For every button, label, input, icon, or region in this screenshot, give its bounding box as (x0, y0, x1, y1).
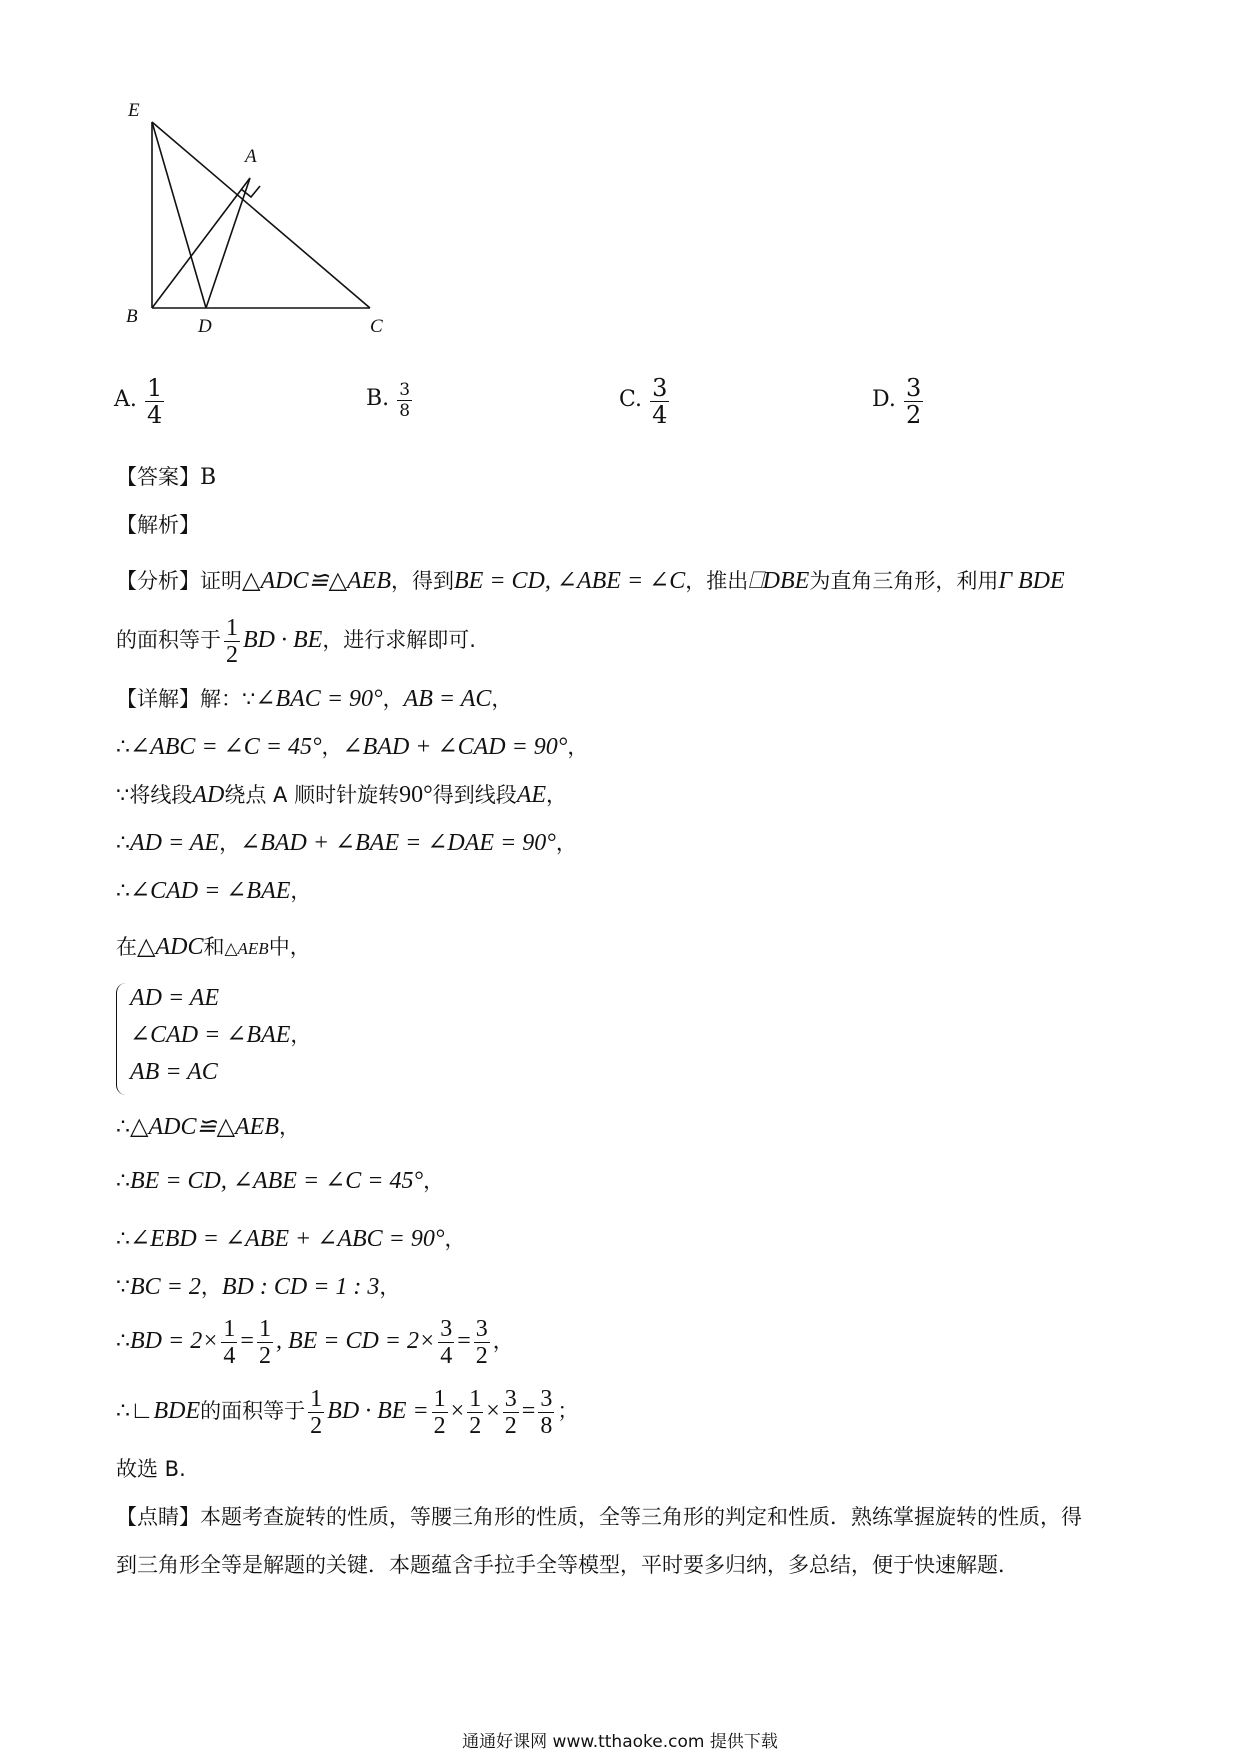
text: 证明 (200, 569, 242, 593)
text: ， (382, 687, 404, 711)
math: , BE = CD = 2× (275, 1328, 436, 1354)
dianjing-tag: 【点睛】 (116, 1505, 200, 1529)
math: BD · BE = (327, 1398, 429, 1424)
math: Γ BDE (998, 568, 1065, 594)
frac-den: 2 (433, 1412, 446, 1439)
math: ∠BAD + ∠CAD = 90° (342, 734, 568, 760)
frac-den: 2 (310, 1412, 323, 1439)
option-numerator: 3 (905, 374, 922, 402)
option-letter: A. (114, 387, 137, 412)
text: 在 (116, 935, 137, 959)
system-row-1 (130, 983, 219, 1014)
system-row-3 (130, 1057, 218, 1088)
math: ⎕DBE (748, 568, 810, 594)
math: = (240, 1328, 254, 1354)
solution-line-1 (116, 684, 512, 715)
label-B: B (126, 306, 138, 327)
answer-tag: 【答案】 (116, 465, 200, 489)
math: BD · BE (243, 627, 323, 653)
analysis-tag: 【解析】 (116, 513, 200, 537)
text: ∴ (116, 1329, 130, 1354)
math: ∟BDE (130, 1398, 201, 1424)
option-denominator: 8 (399, 401, 411, 421)
solution-line-9 (116, 1224, 465, 1255)
text: ， (290, 879, 312, 903)
text: ，推出 (685, 569, 749, 593)
solution-line-3 (116, 780, 567, 811)
text: ∴ (116, 1115, 130, 1140)
fenxi-tag: 【分析】 (116, 569, 200, 593)
segment-DA (206, 178, 250, 308)
text: ，进行求解即可. (322, 628, 476, 652)
math: AD (192, 782, 225, 808)
frac-den: 2 (258, 1342, 271, 1369)
text: 解：∵ (200, 687, 256, 711)
text: ， (444, 1227, 466, 1251)
answer-line (116, 462, 216, 493)
math: × (486, 1398, 500, 1424)
option-numerator: 1 (146, 374, 163, 402)
text: ， (279, 1115, 301, 1139)
frac-den: 2 (475, 1342, 488, 1369)
option-a (114, 375, 167, 428)
text: ∴ (116, 1169, 130, 1194)
frac-num: 3 (540, 1385, 553, 1412)
solution-line-2 (116, 732, 588, 763)
math: BD = 2× (130, 1328, 219, 1354)
math: = (521, 1398, 536, 1424)
option-denominator: 4 (652, 401, 668, 429)
frac-num: 1 (258, 1315, 271, 1342)
text: ， (219, 831, 241, 855)
fenxi-line-2 (116, 612, 476, 669)
label-C: C (370, 316, 383, 337)
math: × (450, 1398, 465, 1424)
text: ， (321, 735, 343, 759)
text: 为直角三角形，利用 (809, 569, 999, 593)
option-letter: D. (872, 387, 896, 412)
text: 和 (203, 935, 225, 959)
math: BC = 2 (130, 1274, 201, 1300)
frac-num: 1 (310, 1385, 323, 1412)
solution-line-12 (116, 1382, 578, 1441)
solution-line-7 (116, 1112, 300, 1143)
option-b (366, 380, 415, 421)
frac-den: 2 (226, 641, 238, 668)
analysis-tag-line (116, 510, 200, 541)
option-denominator: 2 (905, 401, 922, 429)
solution-line-5 (116, 876, 311, 907)
dianjing-line-2 (116, 1550, 1019, 1581)
option-letter: B. (366, 386, 390, 411)
frac-den: 4 (223, 1342, 236, 1369)
math: ∠BAC = 90° (255, 686, 383, 712)
math: BD : CD = 1 : 3 (221, 1274, 380, 1300)
text: 绕点 A 顺时针旋转 (224, 783, 400, 807)
answer-value: B (200, 465, 217, 490)
frac-num: 1 (469, 1385, 482, 1412)
text: ， (546, 783, 568, 807)
label-A: A (245, 146, 257, 167)
solution-line-4 (116, 828, 577, 859)
segment-ED (152, 122, 206, 308)
frac-num: 3 (475, 1315, 488, 1342)
text: ， (492, 1329, 514, 1353)
math: ∠ABC = ∠C = 45° (130, 734, 322, 760)
text: 中， (268, 935, 311, 959)
label-E: E (128, 100, 140, 121)
option-denominator: 4 (146, 401, 163, 429)
text: ∴ (116, 831, 130, 856)
math: AE (516, 782, 547, 808)
text: ， (379, 1275, 401, 1299)
text: ， (555, 831, 577, 855)
math: ∠CAD = ∠BAE (130, 1022, 291, 1048)
solution-line-6 (116, 932, 311, 964)
solution-line-8 (116, 1166, 444, 1197)
math: 90° (399, 782, 433, 808)
math: △AEB (224, 939, 269, 958)
math: AB = AC (130, 1059, 218, 1085)
text: ，得到 (391, 569, 455, 593)
math: = (457, 1328, 471, 1354)
math: ∠BAD + ∠BAE = ∠DAE = 90° (240, 830, 556, 856)
text: ∴ (116, 735, 130, 760)
frac-num: 3 (440, 1315, 453, 1342)
text: 的面积等于 (116, 628, 221, 652)
dianjing-line-1 (116, 1502, 1082, 1533)
text: 到三角形全等是解题的关键．本题蕴含手拉手全等模型，平时要多归纳，多总结，便于快速解题． (116, 1553, 1019, 1577)
math: △ADC≌△AEB (130, 1114, 280, 1140)
math: △ADC≌△AEB (242, 568, 392, 594)
math: AD = AE (130, 830, 220, 856)
frac-den: 2 (504, 1412, 517, 1439)
frac-num: 1 (226, 614, 238, 641)
fenxi-line-1 (116, 566, 1065, 597)
text: ， (290, 1023, 312, 1047)
detail-tag: 【详解】 (116, 687, 200, 711)
text: ， (200, 1275, 222, 1299)
text: ， (567, 735, 589, 759)
text: ， (491, 687, 513, 711)
page-footer: 通通好课网 www.tthaoke.com 提供下载 (462, 1732, 778, 1752)
solution-line-11 (116, 1312, 514, 1371)
math: AD = AE (130, 985, 220, 1011)
text: ∵ (116, 1275, 130, 1300)
segment-EC (152, 122, 370, 308)
solution-line-13 (116, 1454, 186, 1485)
option-numerator: 3 (652, 374, 668, 402)
text: ∴ (116, 1227, 130, 1252)
frac-num: 3 (504, 1385, 517, 1412)
math: BE = CD, ∠ABE = ∠C = 45° (130, 1168, 424, 1194)
frac-den: 8 (540, 1412, 553, 1439)
text: ； (557, 1399, 579, 1423)
text: 本题考查旋转的性质，等腰三角形的性质，全等三角形的判定和性质．熟练掌握旋转的性质，得 (200, 1505, 1082, 1529)
text: 故选 B. (116, 1457, 186, 1481)
math: AB = AC (403, 686, 492, 712)
system-row-2 (130, 1020, 311, 1051)
geometry-figure (120, 100, 410, 340)
text: ∵将线段 (116, 783, 193, 807)
text: 得到线段 (432, 783, 517, 807)
text: ， (423, 1169, 445, 1193)
option-d (872, 375, 926, 428)
frac-den: 2 (469, 1412, 482, 1439)
frac-den: 4 (440, 1342, 453, 1369)
frac-num: 1 (223, 1315, 236, 1342)
math: BE = CD, ∠ABE = ∠C (454, 568, 686, 594)
text: 的面积等于 (200, 1399, 306, 1423)
text: ∴ (116, 1399, 130, 1424)
solution-line-10 (116, 1272, 400, 1303)
frac-num: 1 (433, 1385, 446, 1412)
option-numerator: 3 (399, 380, 411, 400)
label-D: D (198, 316, 212, 337)
system-brace (116, 983, 129, 1095)
math: ∠EBD = ∠ABE + ∠ABC = 90° (130, 1226, 445, 1252)
math: △ADC (137, 934, 204, 960)
option-letter: C. (619, 387, 643, 412)
text: ∴ (116, 879, 130, 904)
option-c (619, 375, 672, 428)
math: ∠CAD = ∠BAE (130, 878, 291, 904)
